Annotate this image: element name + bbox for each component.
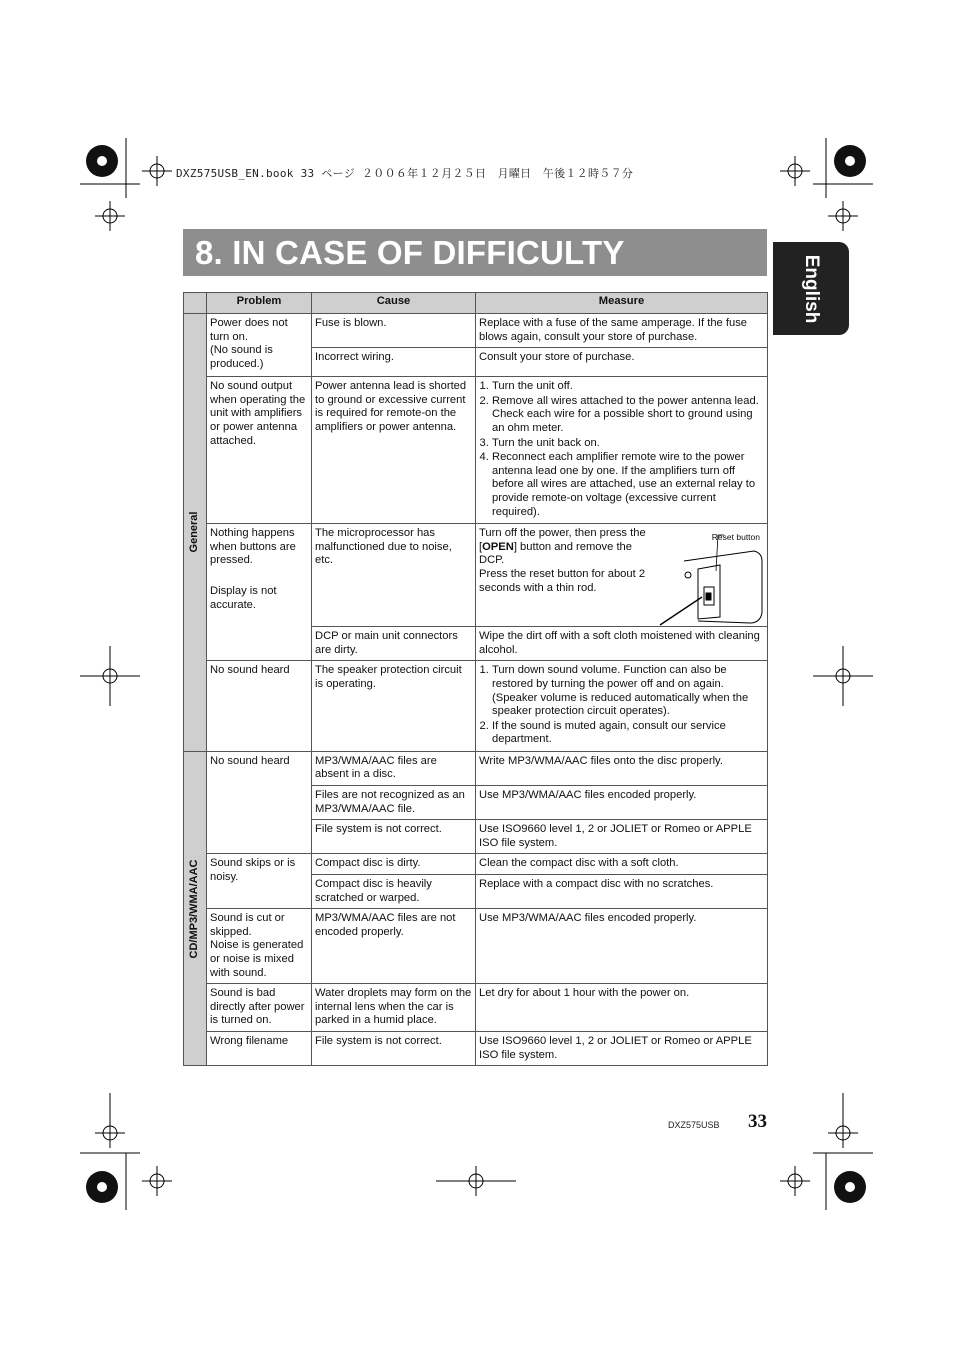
measure-cell: Use ISO9660 level 1, 2 or JOLIET or Romeo or APPLE ISO file system.	[476, 820, 768, 854]
measure-cell: Let dry for about 1 hour with the power on.	[476, 984, 768, 1032]
measure-cell: Replace with a compact disc with no scratches.	[476, 875, 768, 909]
cause-cell: Water droplets may form on the internal lens when the car is parked in a humid place.	[312, 984, 476, 1032]
section-label: General	[188, 511, 201, 553]
header-blank	[184, 293, 207, 314]
reset-button-caption: Reset button	[711, 532, 760, 543]
measure-cell: Use MP3/WMA/AAC files encoded properly.	[476, 909, 768, 984]
problem-cell: No sound heard	[207, 661, 312, 752]
header-problem: Problem	[207, 293, 312, 314]
section-general	[184, 314, 207, 752]
cause-cell: Fuse is blown.	[312, 314, 476, 348]
troubleshooting-table	[183, 292, 768, 1066]
measure-cell	[476, 661, 768, 752]
header-measure: Measure	[476, 293, 768, 314]
book-file-info: DXZ575USB_EN.book 33 ページ ２００６年１２月２５日 月曜日 午後１２時５７分	[176, 167, 634, 180]
problem-cell: Wrong filename	[207, 1031, 312, 1065]
footer-model-name: DXZ575USB	[668, 1120, 720, 1130]
measure-cell: Use ISO9660 level 1, 2 or JOLIET or Romeo or APPLE ISO file system.	[476, 1031, 768, 1065]
measure-cell: Write MP3/WMA/AAC files onto the disc properly.	[476, 751, 768, 785]
cause-cell: The speaker protection circuit is operating.	[312, 661, 476, 752]
table-row	[184, 1031, 768, 1065]
table-row	[184, 984, 768, 1032]
cause-cell: File system is not correct.	[312, 1031, 476, 1065]
measure-cell: Consult your store of purchase.	[476, 348, 768, 377]
language-tab	[773, 242, 849, 335]
page-title: 8. IN CASE OF DIFFICULTY	[195, 234, 625, 271]
problem-cell: Sound is bad directly after power is turned on.	[207, 984, 312, 1032]
cause-cell: Incorrect wiring.	[312, 348, 476, 377]
section-label: CD/MP3/WMA/AAC	[188, 859, 201, 959]
cause-cell: Compact disc is heavily scratched or warped.	[312, 875, 476, 909]
table-row	[184, 377, 768, 524]
measure-steps: 1. Turn the unit off. 2. Remove all wires attached to the power antenna lead. Check each wire for a possible short to ground using an ohm meter. 3. Turn the unit back on. 4. Reconnect each amplifier remote wire to the power antenna lead one by one. If the amplifiers turn off before all wires are attached, use an external relay to provide remote-on voltage (excessive current required).	[479, 380, 764, 519]
table-row	[184, 524, 768, 627]
problem-cell: Nothing happens when buttons are pressed. Display is not accurate.	[207, 524, 312, 661]
table-header-row	[184, 293, 768, 314]
table-row	[184, 661, 768, 752]
problem-cell: Power does not turn on. (No sound is produced.)	[207, 314, 312, 377]
language-tab-label: English	[801, 254, 822, 323]
reset-button-illustration	[658, 531, 766, 627]
cause-cell: MP3/WMA/AAC files are absent in a disc.	[312, 751, 476, 785]
open-button-label: OPEN	[482, 540, 514, 553]
problem-cell: No sound output when operating the unit with amplifiers or power antenna attached.	[207, 377, 312, 524]
table-row	[184, 909, 768, 984]
cause-cell: Compact disc is dirty.	[312, 854, 476, 875]
table-row	[184, 314, 768, 348]
cause-cell: MP3/WMA/AAC files are not encoded properly.	[312, 909, 476, 984]
cause-cell: DCP or main unit connectors are dirty.	[312, 627, 476, 661]
measure-steps: 1. Turn down sound volume. Function can also be restored by turning the power off and on again. (Speaker volume is reduced automatically when the speaker protection circuit operates). 2. If the sound is muted again, consult our service department.	[479, 664, 764, 747]
measure-cell: Clean the compact disc with a soft cloth.	[476, 854, 768, 875]
measure-cell	[476, 377, 768, 524]
problem-cell: Sound skips or is noisy.	[207, 854, 312, 909]
problem-cell: No sound heard	[207, 751, 312, 854]
measure-cell: Wipe the dirt off with a soft cloth moistened with cleaning alcohol.	[476, 627, 768, 661]
cause-cell: File system is not correct.	[312, 820, 476, 854]
section-cd-mp3-wma-aac	[184, 751, 207, 1065]
header-cause: Cause	[312, 293, 476, 314]
section-title-bar	[183, 229, 767, 276]
cause-cell: Power antenna lead is shorted to ground or excessive current is required for remote-on the amplifiers or power antenna.	[312, 377, 476, 524]
cause-cell: The microprocessor has malfunctioned due to noise, etc.	[312, 524, 476, 627]
page-number: 33	[748, 1111, 767, 1132]
problem-cell: Sound is cut or skipped. Noise is generated or noise is mixed with sound.	[207, 909, 312, 984]
cause-cell: Files are not recognized as an MP3/WMA/AAC file.	[312, 786, 476, 820]
measure-cell: Turn off the power, then press the [OPEN] button and remove the DCP. Press the reset button for about 2 seconds with a thin rod. Reset button	[476, 524, 768, 627]
table-row	[184, 751, 768, 785]
measure-cell: Replace with a fuse of the same amperage. If the fuse blows again, consult your store of purchase.	[476, 314, 768, 348]
table-row	[184, 854, 768, 875]
measure-cell: Use MP3/WMA/AAC files encoded properly.	[476, 786, 768, 820]
